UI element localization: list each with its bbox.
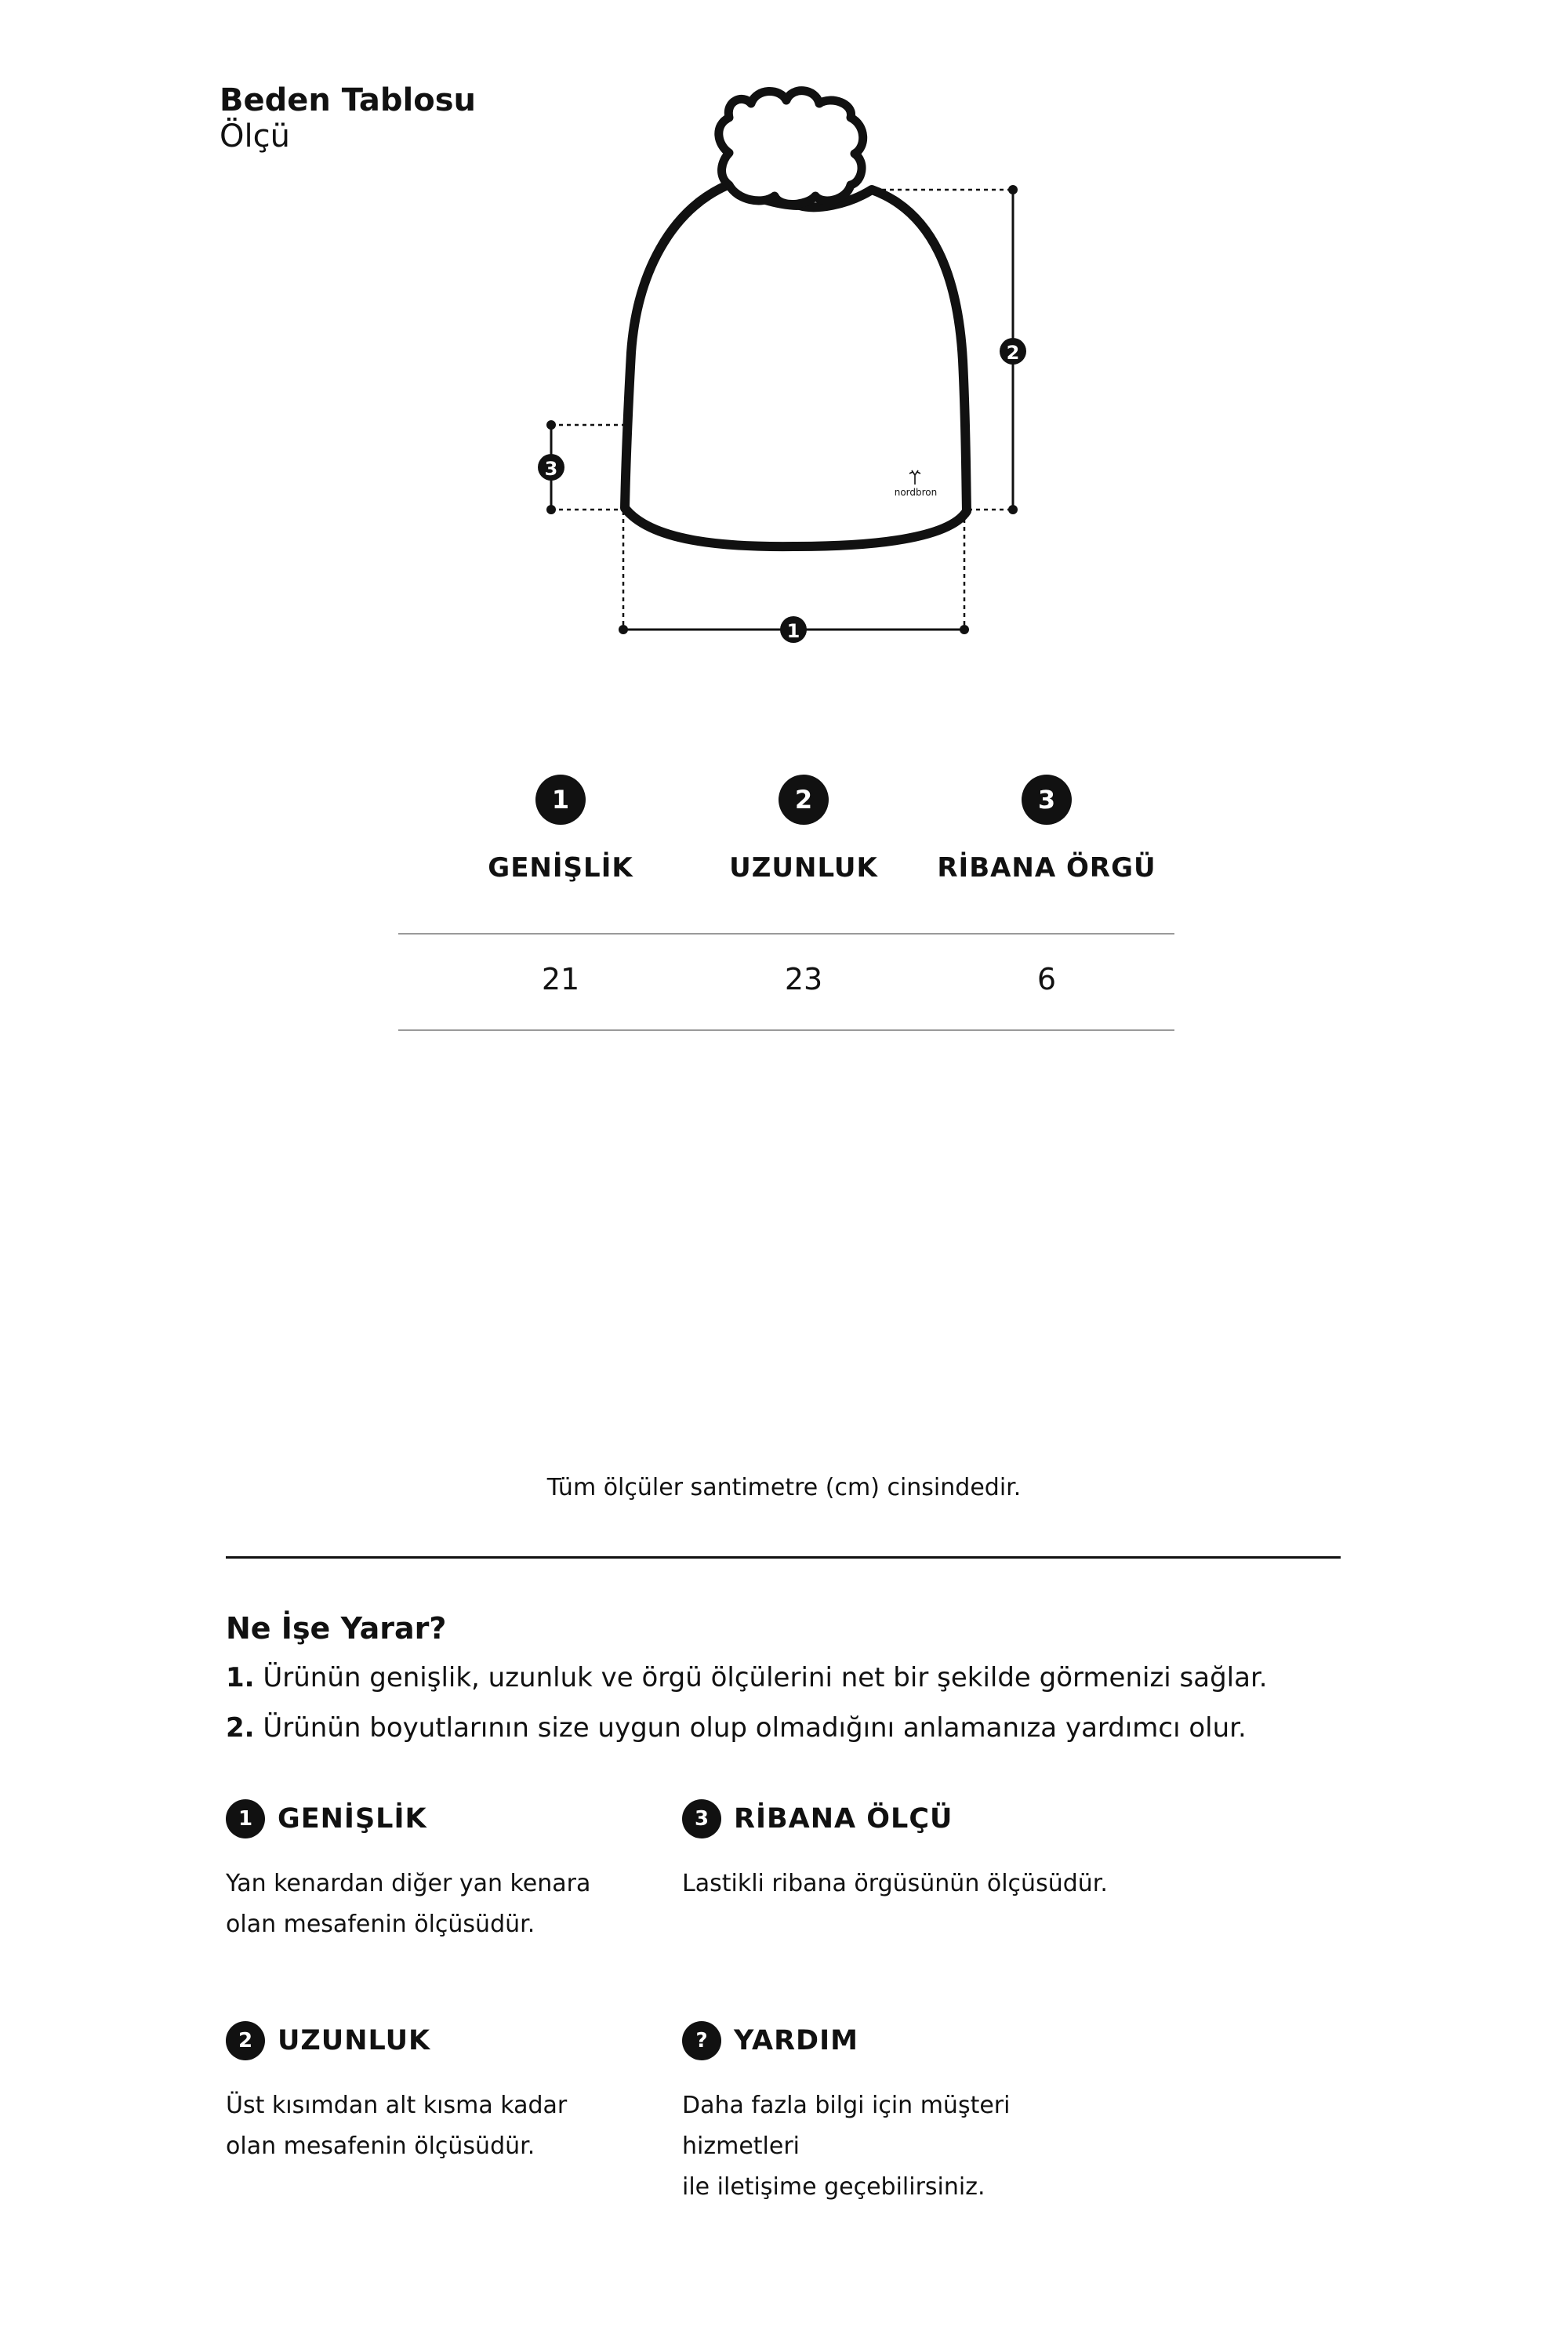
badge-1-icon: 1 bbox=[535, 775, 586, 825]
info-title: RİBANA ÖLÇÜ bbox=[734, 1803, 953, 1835]
section-divider bbox=[226, 1556, 1341, 1559]
column-header: GENİŞLİK bbox=[488, 852, 633, 884]
purpose-item-text: Ürünün boyutlarının size uygun olup olmadığını anlamanıza yardımcı olur. bbox=[263, 1712, 1247, 1744]
info-description bbox=[226, 2085, 665, 2167]
size-chart-subtitle: Ölçü bbox=[220, 118, 290, 154]
marker-3-icon bbox=[538, 454, 564, 481]
column-header: UZUNLUK bbox=[729, 852, 878, 884]
purpose-item-text: Ürünün genişlik, uzunluk ve örgü ölçülerini net bir şekilde görmenizi sağlar. bbox=[263, 1662, 1268, 1693]
column-value: 6 bbox=[1036, 962, 1057, 996]
purpose-title: Ne İşe Yarar? bbox=[226, 1611, 447, 1646]
pompom-outline bbox=[719, 91, 863, 205]
column-header: RİBANA ÖRGÜ bbox=[937, 852, 1156, 884]
svg-text:2: 2 bbox=[1006, 342, 1020, 364]
badge-3-icon: 3 bbox=[682, 1799, 721, 1838]
table-divider-top bbox=[398, 933, 1174, 935]
size-chart-title: Beden Tablosu bbox=[220, 82, 477, 118]
help-icon: ? bbox=[682, 2021, 721, 2060]
info-line: olan mesafenin ölçüsüdür. bbox=[226, 1911, 535, 1938]
info-description bbox=[682, 2085, 1121, 2208]
svg-text:3: 3 bbox=[544, 458, 558, 480]
info-title: YARDIM bbox=[734, 2025, 858, 2056]
badge-3-icon: 3 bbox=[1022, 775, 1072, 825]
info-title: GENİŞLİK bbox=[278, 1803, 427, 1835]
purpose-item-number: 1. bbox=[226, 1662, 255, 1693]
badge-1-icon: 1 bbox=[226, 1799, 265, 1838]
info-description bbox=[682, 1864, 1121, 1904]
badge-2-icon: 2 bbox=[226, 2021, 265, 2060]
svg-text:1: 1 bbox=[786, 620, 800, 642]
units-note: Tüm ölçüler santimetre (cm) cinsindedir. bbox=[546, 1474, 1022, 1501]
purpose-item-number: 2. bbox=[226, 1712, 255, 1744]
info-line: Daha fazla bilgi için müşteri hizmetleri bbox=[682, 2092, 1011, 2160]
info-line: Üst kısımdan alt kısma kadar bbox=[226, 2092, 568, 2119]
info-line: ile iletişime geçebilirsiniz. bbox=[682, 2173, 985, 2201]
brand-label: nordbron bbox=[894, 487, 938, 498]
column-value: 21 bbox=[541, 962, 580, 996]
info-title: UZUNLUK bbox=[278, 2025, 431, 2056]
purpose-item bbox=[226, 1711, 1247, 1745]
table-divider-bottom bbox=[398, 1029, 1174, 1031]
info-line: Lastikli ribana örgüsünün ölçüsüdür. bbox=[682, 1870, 1108, 1897]
badge-2-icon: 2 bbox=[779, 775, 829, 825]
marker-2-icon bbox=[1000, 338, 1026, 365]
info-description bbox=[226, 1864, 665, 1945]
beanie-diagram bbox=[0, 0, 1568, 690]
column-value: 23 bbox=[784, 962, 823, 996]
marker-1-icon bbox=[780, 616, 807, 643]
purpose-item bbox=[226, 1661, 1268, 1695]
info-line: Yan kenardan diğer yan kenara bbox=[226, 1870, 591, 1897]
info-line: olan mesafenin ölçüsüdür. bbox=[226, 2132, 535, 2160]
